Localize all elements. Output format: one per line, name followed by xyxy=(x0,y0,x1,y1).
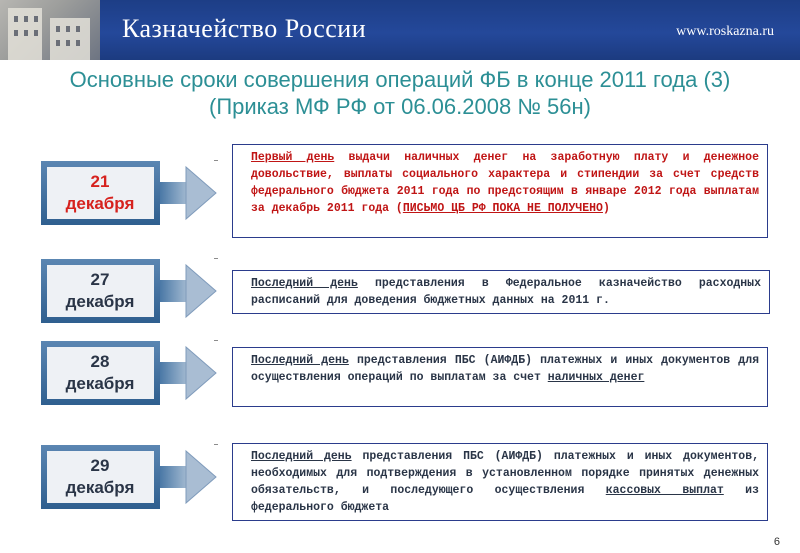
connector-line xyxy=(214,444,218,445)
site-url[interactable]: www.roskazna.ru xyxy=(676,24,774,39)
info-box-27 xyxy=(232,270,770,314)
term-last-day: Последний день xyxy=(251,277,358,290)
date-month: декабря xyxy=(65,194,135,213)
date-arrow-29 xyxy=(40,444,220,510)
building-photo xyxy=(0,0,100,60)
date-label xyxy=(40,160,160,226)
info-tail: ) xyxy=(602,202,610,215)
date-month: декабря xyxy=(65,478,135,497)
brand-title: Казначейство России xyxy=(122,14,367,43)
info-box-21 xyxy=(232,144,768,238)
date-label xyxy=(40,258,160,324)
date-day: 29 xyxy=(90,456,110,475)
connector-line xyxy=(214,258,218,259)
info-text xyxy=(251,448,759,516)
info-body: выдачи наличных денег на заработную плату и денежное довольствие, выплаты социального характера и стипендии за счет средств федерального бюджета 2011 года по предстоящим в январе 2012 года выплатам за декабрь 2011 года ( xyxy=(251,151,759,215)
date-day: 27 xyxy=(90,270,110,289)
date-month: декабря xyxy=(65,292,135,311)
term-cash-payments: кассовых выплат xyxy=(605,484,724,497)
title-line-2: (Приказ МФ РФ от 06.06.2008 № 56н) xyxy=(209,94,591,119)
info-text xyxy=(251,352,759,386)
date-label xyxy=(40,340,160,406)
term-last-day: Последний день xyxy=(251,354,349,367)
info-body: представления в Федеральное казначейство расходных расписаний для доведения бюджетных данных на 2011 г. xyxy=(251,277,761,307)
title-line-1: Основные сроки совершения операций ФБ в конце 2011 года (3) xyxy=(69,67,731,92)
date-month: декабря xyxy=(65,374,135,393)
note-cb-letter: ПИСЬМО ЦБ РФ ПОКА НЕ ПОЛУЧЕНО xyxy=(402,202,603,215)
info-body: представления ПБС (АИФДБ) платежных и иных документов, необходимых для подтверждения в установленном порядке принятых денежных обязательств, и последующего осуществления xyxy=(251,450,759,497)
page-title xyxy=(0,66,800,120)
info-box-28 xyxy=(232,347,768,407)
info-text xyxy=(251,275,761,309)
info-tail: из федерального бюджета xyxy=(251,484,759,514)
connector-line xyxy=(214,340,218,341)
header-bar xyxy=(0,0,800,60)
term-cash: наличных денег xyxy=(547,371,645,384)
date-arrow-21 xyxy=(40,160,220,226)
date-arrow-28 xyxy=(40,340,220,406)
info-text xyxy=(251,149,759,217)
term-first-day: Первый день xyxy=(251,151,335,164)
date-label xyxy=(40,444,160,510)
info-box-29 xyxy=(232,443,768,521)
connector-line xyxy=(214,160,218,161)
date-arrow-27 xyxy=(40,258,220,324)
date-day: 21 xyxy=(90,172,110,191)
date-day: 28 xyxy=(90,352,110,371)
term-last-day: Последний день xyxy=(251,450,352,463)
page-number: 6 xyxy=(773,536,780,548)
info-body: представления ПБС (АИФДБ) платежных и иных документов для осуществления операций по выплатам за счет xyxy=(251,354,759,384)
